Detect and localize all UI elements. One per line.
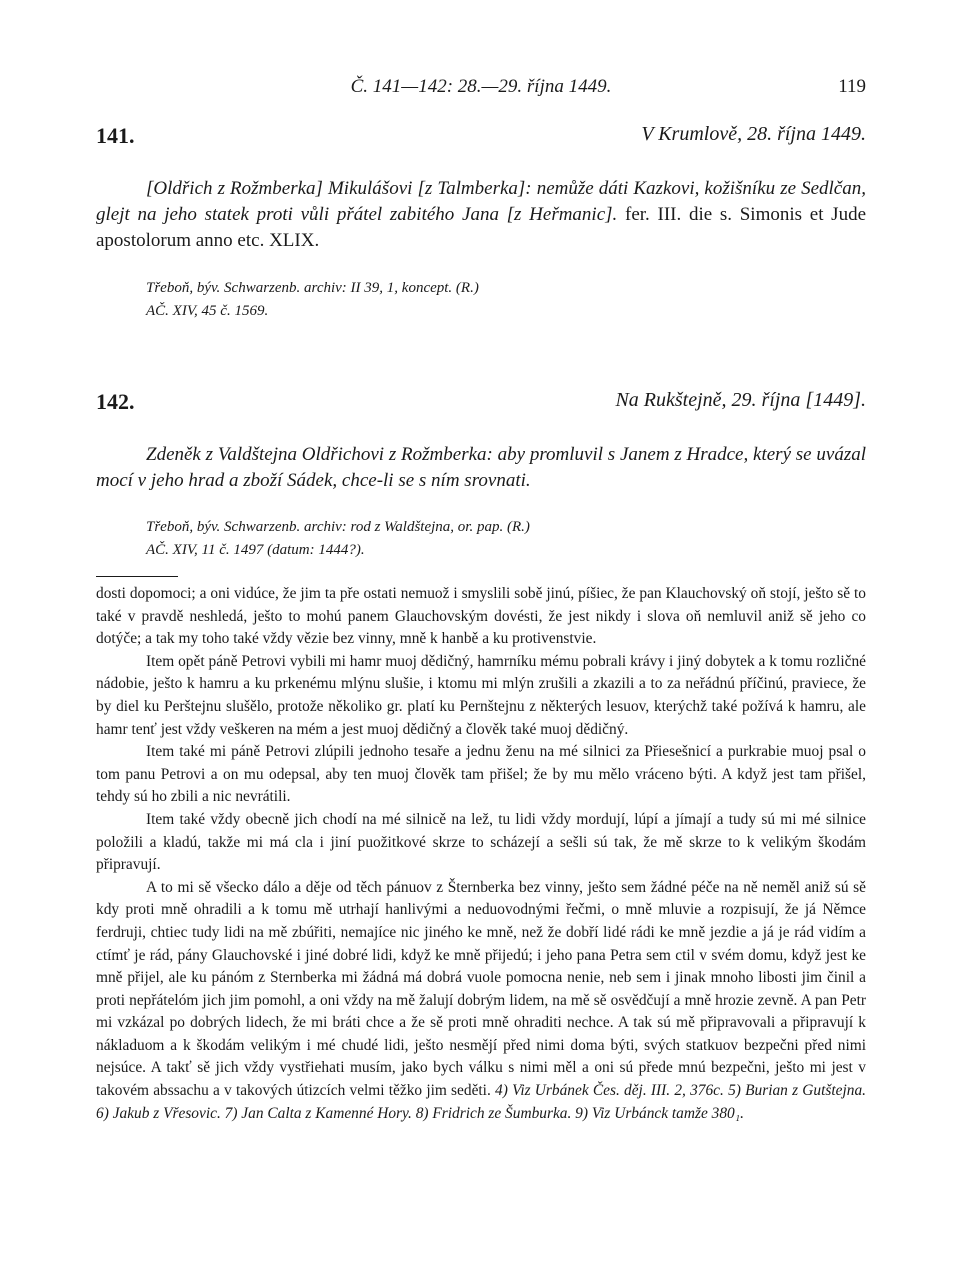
footnotes: 4) Viz Urbánek Čes. děj. III. 2, 376c. 5) Burian z Gutštejna. 6) Jakub z Vřesovic. 7) Jan Calta z Kamenné Hory. 8) Fridrich ze Šumburka. 9) Viz Urbánck tamže 380₁. bbox=[96, 1082, 866, 1122]
paragraph-2: Item opět páně Petrovi vybili mi hamr muoj dědičný, hamrníku mému pobrali krávy i jiný dobytek a k tomu rozličné nádobie, ješto k hamru a ku prkenému mlýnu slušie, i ktomu mi mlýn zrušili a zkazili a to za neřádnú příčinú, praviece, že by diel ku Perštejnu slušělo, protože několiko gr. platí ku Pernštejnu z některých lesuov, kterýchž také požívá k hamru, ale hamr tenť jest vždy veškeren na mém a jest muoj dědičný a člověk také muoj dědičný. bbox=[96, 652, 866, 738]
entry-142-source-edition: AČ. XIV, 11 č. 1497 (datum: 1444?). bbox=[146, 542, 365, 558]
entry-142-place-date: Na Rukštejně, 29. října [1449]. bbox=[615, 389, 866, 411]
entry-141-number: 141. bbox=[96, 123, 135, 148]
entry-141-source-edition: AČ. XIV, 45 č. 1569. bbox=[146, 303, 269, 319]
entry-142-regest-summary: Zdeněk z Valdštejna Oldřichovi z Rožmberka: aby promluvil s Janem z Hradce, který se uvázal mocí v jeho hrad a zboží Sádek, chce-li se s ním srovnati. bbox=[96, 444, 866, 491]
letter-continuation bbox=[96, 583, 866, 1125]
paragraph-5-text: A to mi sě všecko dálo a děje od těch pánuov z Šternberka bez vinny, ješto sem žádné péče na ně neměl aniž sú sě kdy proti mně ohradili a k tomu mě utrhají hanlivými a neduovodnými řečmi, o mně mluvie a rozpisují, že já Němce ferdruji, chtiec tudy lidi na mě zbúřiti, nemajíce nic jiného ke mně, než že dobří lidé rádi ke mně jezdie a já je rád vidím a ctímť je rád, pány Glauchovské i jiné dobré lidi, když ke mně přijedú; i jeho pana Petra sem ctil v svém domu, když jest ke mně přijel, ale ku pánóm z Sternberka mi žádná má dobrá vuole pomocna nenie, neb sem i jinak mnoho libosti jim činil a proti nepřátelóm jich jim pomohl, a oni vždy na mě žalují dobrým lidem, na mě sě osvědčují a mně hrozie zevně. A pan Petr mi vzkázal po dobrých lidech, že mi bráti chce a že sě proti mně ohraditi nechce. A tak sú mě připravovali a připravují k nákladuom a k škodám velikým i mé chudé lidi, ješto nesmějí před nimi doma býti, svých statkuov bezpečni před nimi nejsúce. A takť sě jich vždy vystřiehati musím, jako bych válku s nimi měl a oni sú přede mnú bezpečni, ješto mi jest v takovém abssachu a v takových útizcích velmi těžko jim seděti. bbox=[96, 878, 866, 1100]
entry-141-place-date: V Krumlově, 28. října 1449. bbox=[641, 123, 866, 145]
footnote-divider bbox=[96, 576, 178, 577]
paragraph-1: dosti dopomoci; a oni vidúce, že jim ta pře ostati nemuož i smyslili sobě jinú, píšiec, že pan Klauchovský oň stojí, ješto sě to také v pravdě neshledá, ješto to mohú panem Glauchovským dovésti, že jest nikdy i slova oň nemluvil aniž sě jeho co dotýče; a tak my toho také vždy vězie bez vinny, mně k hanbě a ku protivenstvie. bbox=[96, 585, 866, 648]
entry-142-heading bbox=[96, 389, 866, 417]
entry-142-regest bbox=[96, 442, 866, 494]
entry-141-source bbox=[146, 277, 866, 323]
page-number: 119 bbox=[838, 76, 866, 97]
entry-142-number: 142. bbox=[96, 389, 135, 414]
entry-141-heading bbox=[96, 123, 866, 151]
paragraph-4: Item také vždy obecně jich chodí na mé silnicě na lež, tu lidi vždy mordují, lúpí a jímají a tudy sú mi mé silnice položili a kladú, takže mi má cla i jiní puožitkové skrze to scházejí a sešli sú tak, že mě skrze to k velikým škodám připravují. bbox=[96, 810, 866, 874]
running-head bbox=[96, 76, 866, 102]
entry-142-source bbox=[146, 516, 866, 562]
document-page bbox=[96, 0, 866, 1264]
running-head-title: Č. 141—142: 28.—29. října 1449. bbox=[350, 76, 612, 97]
entry-141-source-archive: Třeboň, býv. Schwarzenb. archiv: II 39, 1, koncept. (R.) bbox=[146, 280, 479, 296]
paragraph-5 bbox=[96, 877, 866, 1126]
entry-141-regest-dating: fer. III. die s. Simonis et Jude apostolorum anno etc. XLIX. bbox=[96, 204, 867, 251]
paragraph-3: Item také mi páně Petrovi zlúpili jednoho tesaře a jednu ženu na mé silnici za Přiesešnicí a purkrabie muoj psal o tom panu Petrovi a on mu odepsal, aby ten muoj člověk tam přišel; že by mu mělo vráceno býti. A když jest tam přišel, tehdy sú ho zbili a nic nevrátili. bbox=[96, 743, 866, 806]
entry-141-regest bbox=[96, 176, 866, 254]
entry-142-source-archive: Třeboň, býv. Schwarzenb. archiv: rod z Waldštejna, or. pap. (R.) bbox=[146, 519, 530, 535]
entry-141-regest-summary: [Oldřich z Rožmberka] Mikulášovi [z Talmberka]: nemůže dáti Kazkovi, kožišníku ze Sedlčan, glejt na jeho statek proti vůli přátel zabitého Jana [z Heřmanic]. bbox=[96, 178, 866, 225]
